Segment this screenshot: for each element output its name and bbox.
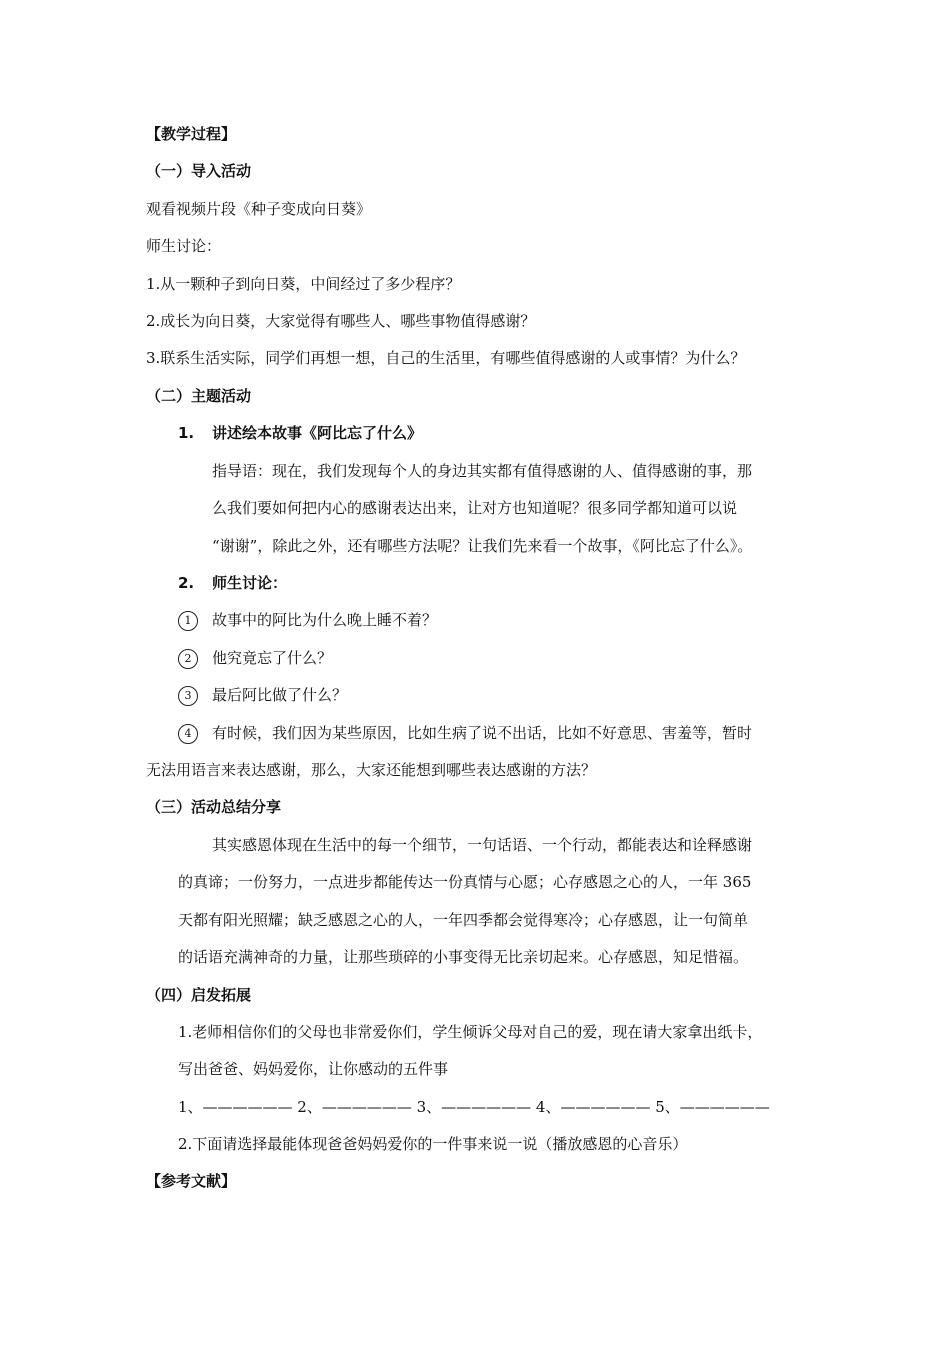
process-heading: 【教学过程】 [146,125,237,143]
circled-number-3: 3 [178,686,198,706]
discussion-question-4 [178,723,752,744]
section-1-question-1: 1.从一颗种子到向日葵，中间经过了多少程序？ [146,275,461,293]
summary-line-2: 的真谛；一份努力，一点进步都能传达一份真情与心愿；心存感恩之心的人，一年 365 [178,873,752,891]
fill-in-blanks: 1、—————— 2、—————— 3、—————— 4、—————— 5、—————— [178,1098,770,1116]
summary-line-3: 天都有阳光照耀；缺乏感恩之心的人，一年四季都会觉得寒冷；心存感恩，让一句简单 [178,911,749,929]
section-1-heading: （一）导入活动 [146,162,252,180]
discussion-question-3 [178,685,347,706]
discussion-question-2 [178,648,332,669]
circled-number-2: 2 [178,649,198,669]
section-1-question-3: 3.联系生活实际，同学们再想一想，自己的生活里，有哪些值得感谢的人或事情？为什么？ [146,349,746,367]
section-2-heading: （二）主题活动 [146,387,252,405]
section-2-item-1 [178,423,422,443]
circled-number-4: 4 [178,724,198,744]
summary-line-4: 的话语充满神奇的力量，让那些琐碎的小事变得无比亲切起来。心存感恩，知足惜福。 [178,948,749,966]
extension-line-3: 2.下面请选择最能体现爸爸妈妈爱你的一件事来说一说（播放感恩的心音乐） [178,1135,688,1153]
discussion-question-1 [178,610,437,631]
question-text: 有时候，我们因为某些原因，比如生病了说不出话，比如不好意思、害羞等，暂时 [212,724,753,742]
references-heading: 【参考文献】 [146,1172,237,1190]
circled-number-1: 1 [178,611,198,631]
discussion-question-4-cont: 无法用语言来表达感谢，那么，大家还能想到哪些表达感谢的方法？ [146,761,597,779]
question-text: 故事中的阿比为什么晚上睡不着？ [212,611,438,629]
guide-line-1: 指导语：现在，我们发现每个人的身边其实都有值得感谢的人、值得感谢的事，那 [212,462,753,480]
section-2-item-2 [178,573,287,593]
section-4-heading: （四）启发拓展 [146,986,252,1004]
section-1-discuss: 师生讨论： [146,237,222,255]
extension-line-2: 写出爸爸、妈妈爱你，让你感动的五件事 [178,1060,449,1078]
section-1-video: 观看视频片段《种子变成向日葵》 [146,200,372,218]
guide-line-2: 么我们要如何把内心的感谢表达出来，让对方也知道呢？很多同学都知道可以说 [212,499,738,517]
summary-line-1: 其实感恩体现在生活中的每一个细节，一句话语、一个行动，都能表达和诠释感谢 [212,836,753,854]
question-text: 他究竟忘了什么？ [212,649,333,667]
question-text: 最后阿比做了什么？ [212,686,348,704]
item-title: 师生讨论： [212,574,288,592]
item-title: 讲述绘本故事《阿比忘了什么》 [212,424,423,442]
item-number: 2. [178,574,195,592]
section-1-question-2: 2.成长为向日葵，大家觉得有哪些人、哪些事物值得感谢？ [146,312,536,330]
item-number: 1. [178,424,195,442]
guide-line-3: “谢谢”，除此之外，还有哪些方法呢？让我们先来看一个故事，《阿比忘了什么》。 [212,537,753,555]
extension-line-1: 1.老师相信你们的父母也非常爱你们，学生倾诉父母对自己的爱，现在请大家拿出纸卡， [178,1023,763,1041]
section-3-heading: （三）活动总结分享 [146,798,282,816]
